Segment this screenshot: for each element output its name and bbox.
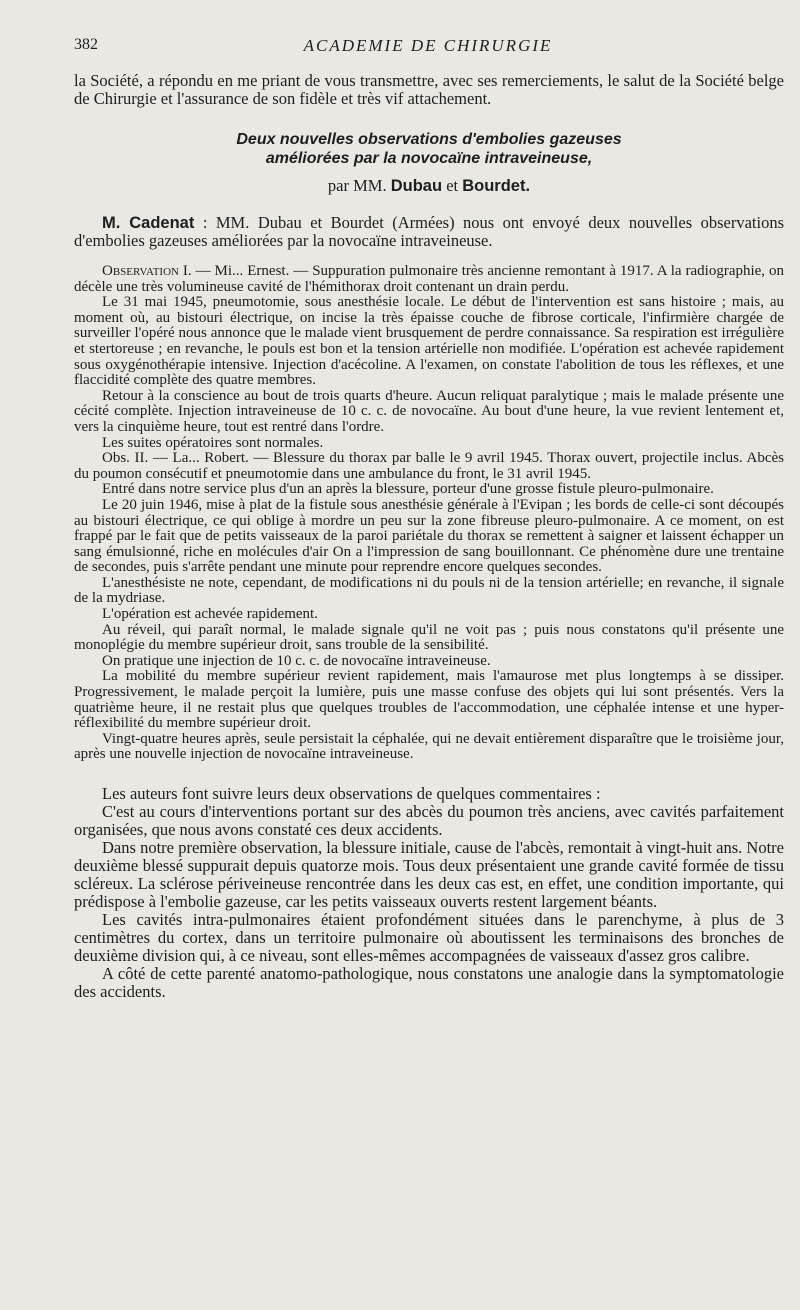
obs1-paragraph-1 <box>74 264 784 295</box>
article-title <box>74 130 784 168</box>
obs2-paragraph-3: Le 20 juin 1946, mise à plat de la fistule sous anesthésie générale à l'Evipan ; les bords de celle-ci sont découpés au bistouri électrique, ce qui oblige à mordre un peu sur la zone fibreuse pleuro-pulmonaire. A ce moment, on est frappé par le fait que de petits vaisseaux de la paroi pariétale du thorax se remettent à saigner et laissent échapper un sang émulsionné, riche en molécules d'air On a l'impression de sang bouillonnant. Ce phénomène dure une trentaine de secondes, puis s'arrête pendant une minute pour reprendre encore quelques secondes. <box>74 496 784 576</box>
obs1-paragraph-3: Retour à la conscience au bout de trois quarts d'heure. Aucun reliquat paralytique ; mais le malade présente une cécité complète. Injection intraveineuse de 10 c. c. de novocaïne. Au bout d'une heure, la vue revient lentement et, vers la cinquième heure, tout est rentré dans l'ordre. <box>74 387 784 435</box>
author-bourdet: Bourdet. <box>462 177 531 195</box>
obs2-paragraph-7: On pratique une injection de 10 c. c. de novocaïne intraveineuse. <box>102 652 491 669</box>
obs2-paragraph-8: La mobilité du membre supérieur revient rapidement, mais l'amaurose met plus longtemps à se dissiper. Progressivement, le malade perçoit la lumière, puis une masse confuse des objets qui lui sont présentés. Vers la quatrième heure, il ne restait plus que quelques troubles de l'accommodation, une céphalée intense et une hyper-réflexibilité du membre supérieur droit. <box>74 668 784 732</box>
obs1-label: Observation I. <box>102 263 192 279</box>
article-title-line-1: Deux nouvelles observations d'embolies gazeuses <box>236 131 622 148</box>
obs2-paragraph-1: Obs. II. — La... Robert. — Blessure du thorax par balle le 9 avril 1945. Thorax ouvert, projectile inclus. Abcès du poumon consécutif et pneumotomie dans une ambulance du front, le 31 avril 1945. <box>74 450 784 482</box>
obs1-paragraph-2: Le 31 mai 1945, pneumotomie, sous anesthésie locale. Le début de l'intervention est sans histoire ; mais, au moment où, au bistouri électrique, on incise la très épaisse couche de fibrose corticale, l'infirmière chargée de surveiller l'opéré nous annonce que le malade vient brusquement de perdre connaissance. Sa respiration est irrégulière et stertoreuse ; en revanche, le pouls est bon et la tension artérielle non modifiée. L'opération est achevée rapidement sous oxygénothérapie intensive. Injection d'acécoline. A l'examen, on constate l'abolition de tous les réflexes, et une flaccidité complète des quatre membres. <box>74 294 784 389</box>
page-body <box>74 72 784 1001</box>
obs2-paragraph-4: L'anesthésiste ne note, cependant, de modifications ni du pouls ni de la tension artérielle; en revanche, il signale de la mydriase. <box>74 574 784 607</box>
commentary-paragraph-5: A côté de cette parenté anatomo-pathologique, nous constatons une analogie dans la symptomatologie des accidents. <box>74 964 784 1001</box>
speaker-name: M. Cadenat <box>102 214 195 232</box>
commentary-paragraph-2: C'est au cours d'interventions portant sur des abcès du poumon très anciens, avec cavités parfaitement organisées, que nous avons constaté ces deux accidents. <box>74 802 784 839</box>
page-number: 382 <box>74 36 98 53</box>
obs2-paragraph-6: Au réveil, qui paraît normal, le malade signale qu'il ne voit pas ; puis nous constatons qu'il présente une monoplégie du membre supérieur droit, sans trouble de la sensibilité. <box>74 621 784 654</box>
obs1-intro: — Mi... Ernest. — Suppuration pulmonaire très ancienne remontant à 1917. A la radiographie, on décèle une très volumineuse cavité de l'hémithorax droit contenant un drain perdu. <box>74 263 784 295</box>
obs1-paragraph-4: Les suites opératoires sont normales. <box>102 434 324 451</box>
running-title: ACADEMIE DE CHIRURGIE <box>303 36 553 55</box>
obs2-paragraph-5: L'opération est achevée rapidement. <box>102 606 318 623</box>
byline-prefix: par MM. <box>327 176 387 195</box>
commentary-paragraph-4: Les cavités intra-pulmonaires étaient profondément situées dans le parenchyme, à plus de 3 centimètres du cortex, dans un territoire pulmonaire où aboutissent les terminaisons des bronches de deuxième division qui, à ce niveau, sont elles-mêmes accompagnées de vaisseaux d'assez gros calibre. <box>74 910 784 965</box>
presentation-paragraph <box>74 214 784 250</box>
intro-paragraph: la Société, a répondu en me priant de vous transmettre, avec ses remerciements, le salut de la Société belge de Chirurgie et l'assurance de son fidèle et très vif attachement. <box>74 71 784 108</box>
article-byline <box>74 176 784 196</box>
obs2-paragraph-2: Entré dans notre service plus d'un an après la blessure, porteur d'une grosse fistule pleuro-pulmonaire. <box>102 481 714 498</box>
obs2-paragraph-9: Vingt-quatre heures après, seule persistait la céphalée, qui ne devait entièrement disparaître que le troisième jour, après une nouvelle injection de novocaïne intraveineuse. <box>74 730 784 763</box>
article-title-line-2: améliorées par la novocaïne intraveineuse, <box>265 150 593 167</box>
commentary-paragraph-3: Dans notre première observation, la blessure initiale, cause de l'abcès, remontait à vingt-huit ans. Notre deuxième blessé suppurait depuis quatorze mois. Tous deux présentaient une grande cavité formée de tissu scléreux. La sclérose périveineuse rencontrée dans les deux cas est, en effet, une condition importante, qui prédispose à l'embolie gazeuse, car les petits vaisseaux ouverts restent largement béants. <box>74 838 784 911</box>
presentation-text: : MM. Dubau et Bourdet (Armées) nous ont envoyé deux nouvelles observations d'embolies gazeuses améliorées par la novocaïne intraveineuse. <box>74 213 784 250</box>
commentary-paragraph-1: Les auteurs font suivre leurs deux observations de quelques commentaires : <box>102 784 601 803</box>
author-dubau: Dubau <box>390 177 443 195</box>
byline-and: et <box>446 176 459 195</box>
page-header <box>74 36 782 60</box>
